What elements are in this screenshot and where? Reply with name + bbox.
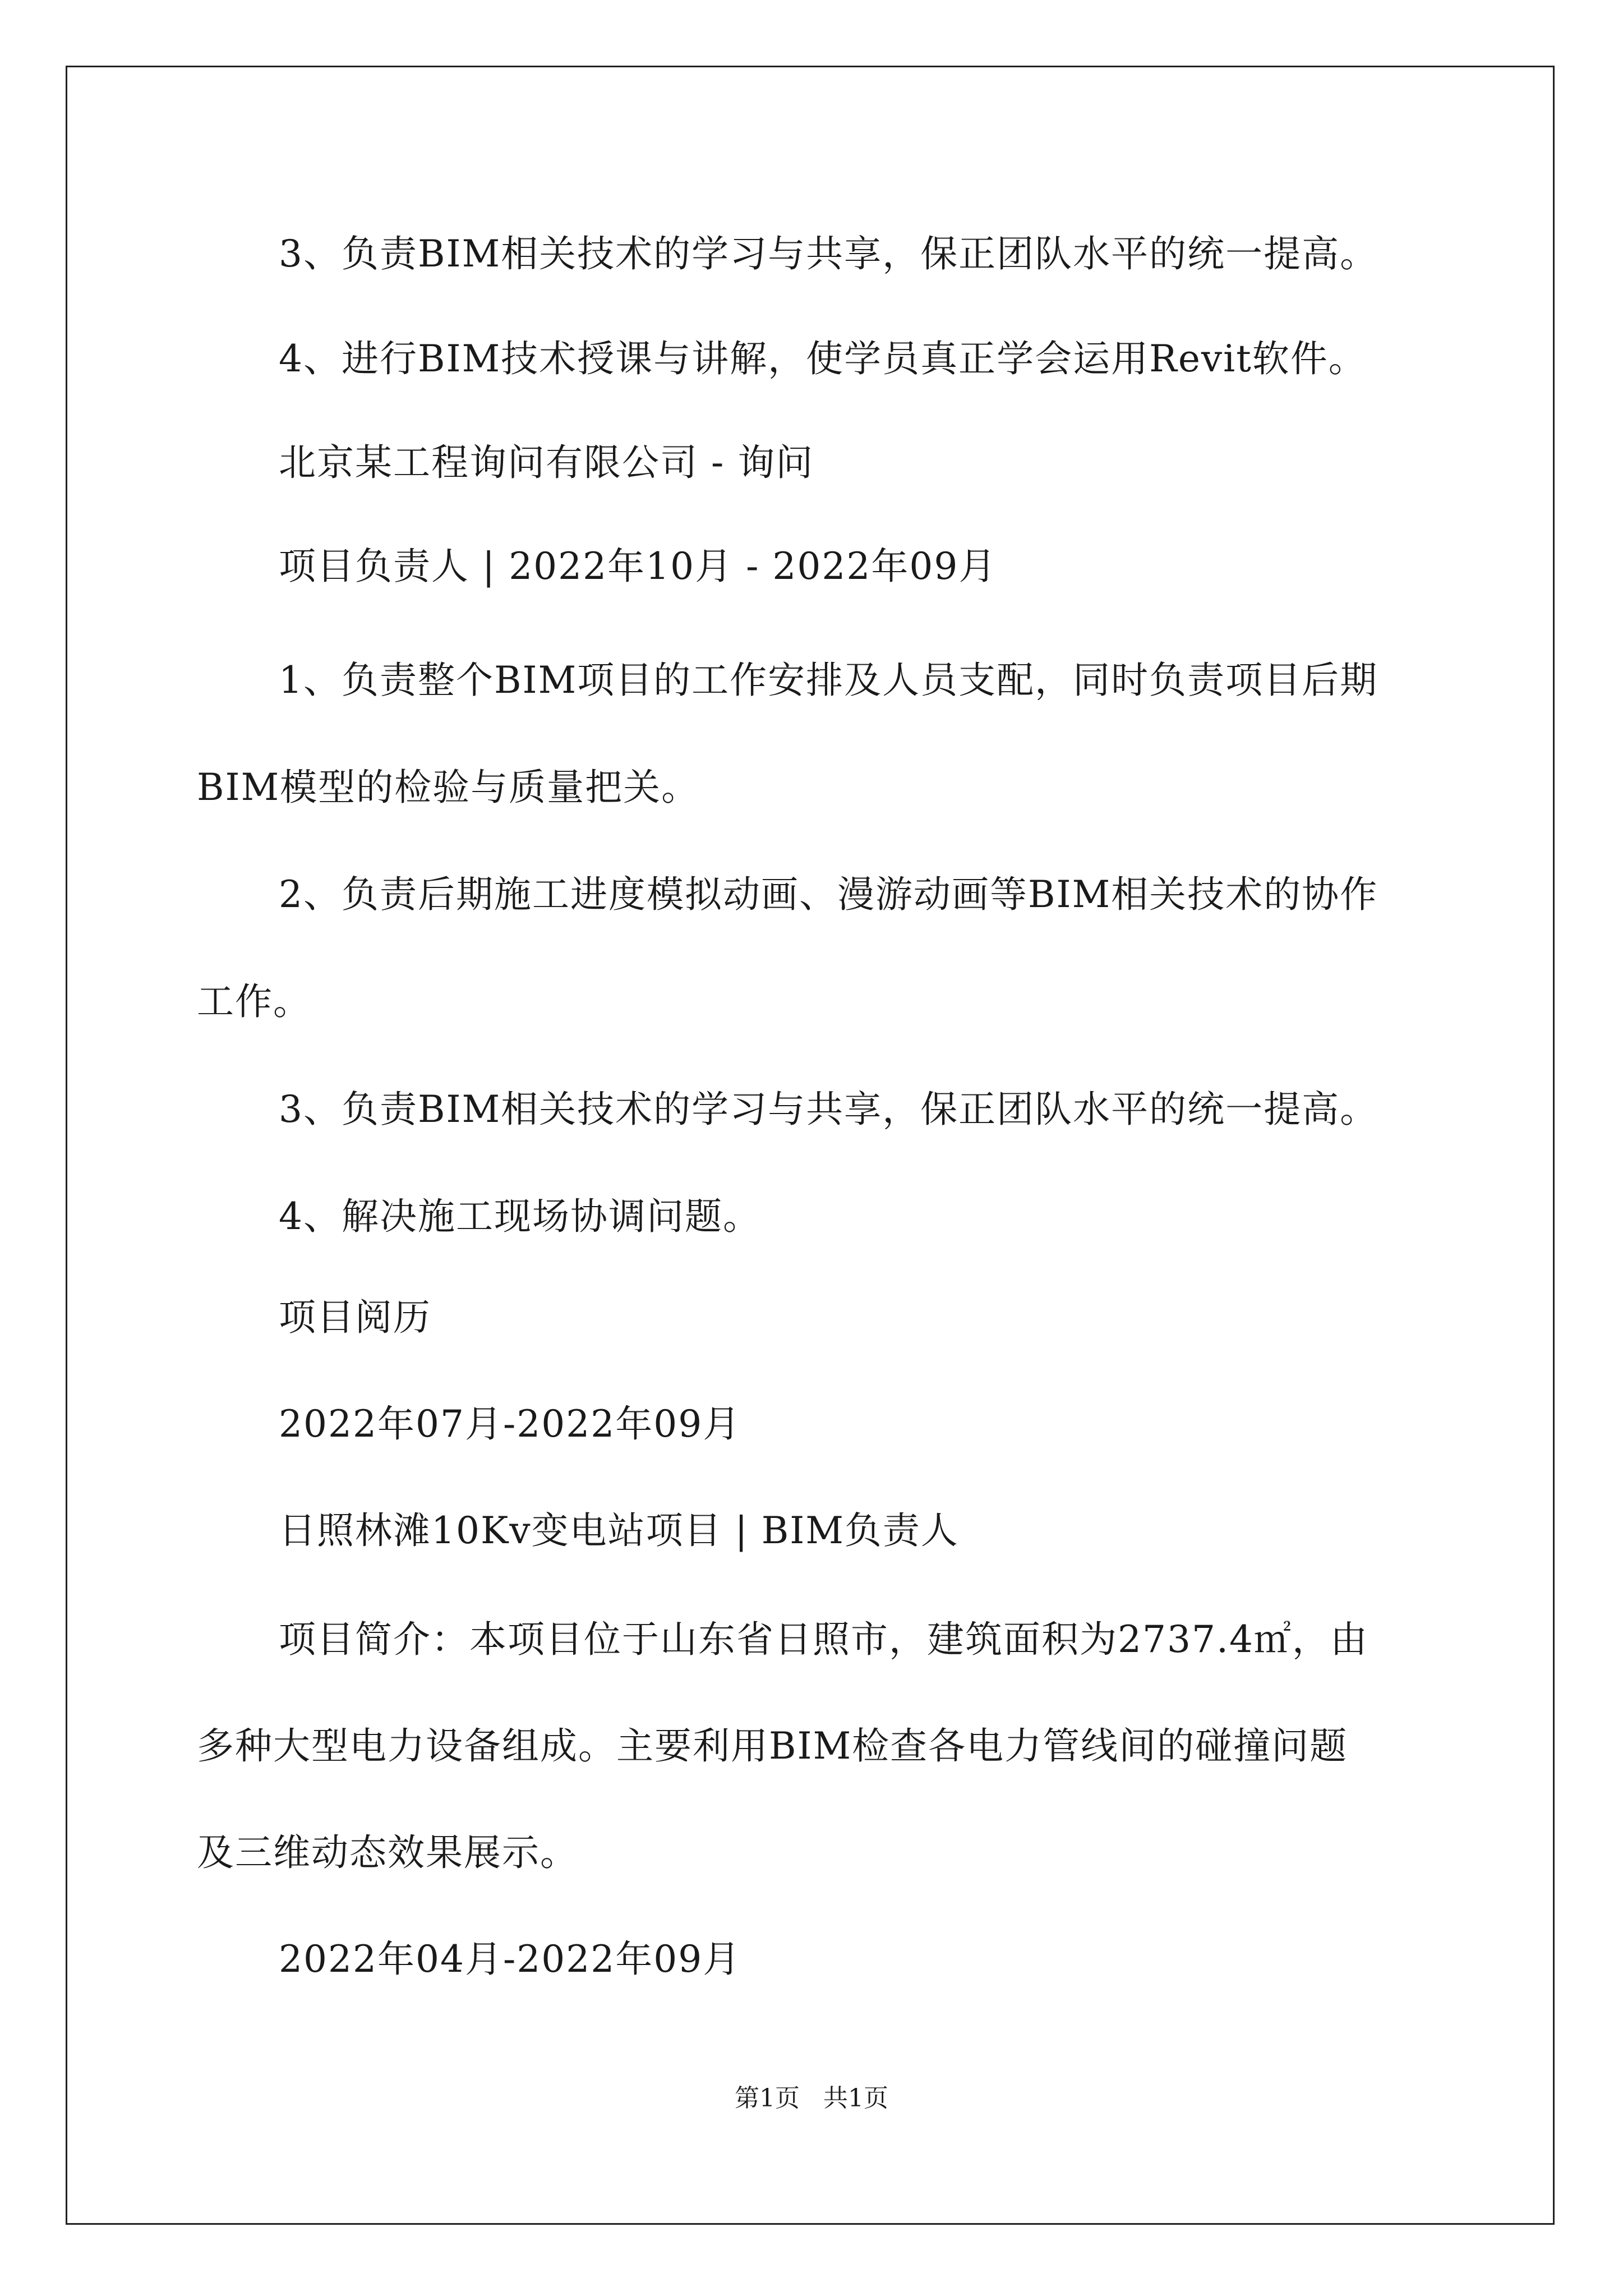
project-1-title: 日照林滩10Kv变电站项目 | BIM负责人 bbox=[279, 1509, 959, 1552]
duty-item-3: 3、负责BIM相关技术的学习与共享，保正团队水平的统一提高。 bbox=[279, 232, 1378, 275]
duty-item-1: 1、负责整个BIM项目的工作安排及人员支配，同时负责项目后期 bbox=[279, 659, 1378, 702]
section-heading-projects: 项目阅历 bbox=[279, 1296, 431, 1339]
duty-item-2-continued: 工作。 bbox=[197, 980, 311, 1023]
project-1-period: 2022年07月-2022年09月 bbox=[279, 1402, 741, 1446]
duty-item-3-repeat: 3、负责BIM相关技术的学习与共享，保正团队水平的统一提高。 bbox=[279, 1088, 1378, 1131]
duty-item-1-continued: BIM模型的检验与质量把关。 bbox=[197, 766, 700, 809]
company-heading: 北京某工程询问有限公司 - 询问 bbox=[279, 441, 814, 484]
project-2-period: 2022年04月-2022年09月 bbox=[279, 1938, 741, 1981]
project-1-summary-line-2: 多种大型电力设备组成。主要利用BIM检查各电力管线间的碰撞问题 bbox=[197, 1724, 1348, 1768]
project-1-summary-line-3: 及三维动态效果展示。 bbox=[197, 1831, 578, 1874]
duty-item-2: 2、负责后期施工进度模拟动画、漫游动画等BIM相关技术的协作 bbox=[279, 873, 1378, 916]
project-1-summary: 项目简介：本项目位于山东省日照市，建筑面积为2737.4㎡，由 bbox=[279, 1618, 1368, 1661]
duty-item-4-repeat: 4、解决施工现场协调问题。 bbox=[279, 1195, 761, 1238]
position-period: 项目负责人 | 2022年10月 - 2022年09月 bbox=[279, 545, 997, 588]
duty-item-4: 4、进行BIM技术授课与讲解，使学员真正学会运用Revit软件。 bbox=[279, 337, 1367, 380]
page-number-footer: 第1页 共1页 bbox=[735, 2084, 888, 2113]
